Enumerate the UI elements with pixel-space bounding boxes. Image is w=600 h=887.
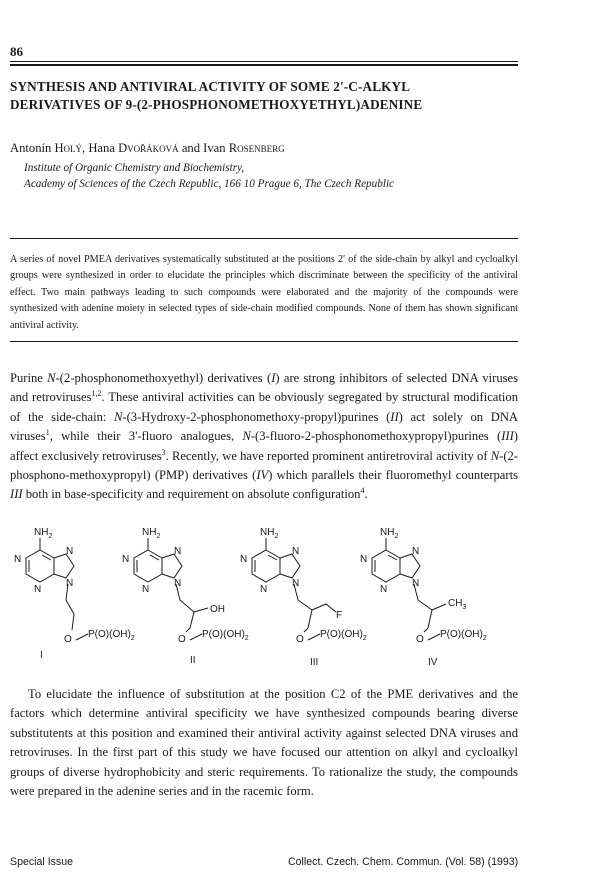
author-1-family: Holý <box>54 141 83 155</box>
title-line-2: DERIVATIVES OF 9-(2-PHOSPHONOMETHOXYETHYL)ADENINE <box>10 97 423 112</box>
ring-nitrogen-label: N <box>14 554 22 565</box>
author-1-given: Antonín <box>10 141 55 155</box>
amino-label: $NH_2$ <box>260 527 279 540</box>
footer-left: Special Issue <box>10 856 74 868</box>
phosphonate-label: $P(O)(OH)_2$ <box>88 629 135 642</box>
ring-nitrogen-label: N <box>360 554 368 565</box>
abstract <box>10 252 518 334</box>
paragraph-1 <box>10 369 518 505</box>
ring-nitrogen-label: N <box>380 584 388 595</box>
author-2-given: Hana <box>88 141 119 155</box>
ring-nitrogen-label: N <box>142 584 150 595</box>
chemical-structures-figure <box>0 520 600 680</box>
compound-label-IV: IV <box>428 657 438 668</box>
affiliation-line-1: Institute of Organic Chemistry and Biochemistry, <box>24 162 245 174</box>
amino-label: $NH_2$ <box>142 527 161 540</box>
ring-nitrogen-label: N <box>260 584 268 595</box>
hydroxyl-label: OH <box>210 604 225 615</box>
abstract-rule-bottom <box>10 341 518 342</box>
fluoro-label: F <box>336 610 343 621</box>
ring-nitrogen-label: N <box>66 546 74 557</box>
structure-IV <box>360 527 487 668</box>
compound-label-II: II <box>190 655 196 666</box>
structure-I <box>14 527 135 661</box>
header-rule <box>10 61 518 62</box>
phosphonate-label: $P(O)(OH)_2$ <box>202 629 249 642</box>
page-number: 86 <box>10 44 23 59</box>
paragraph-1-text: Purine N-(2-phosphonomethoxyethyl) derivatives (I) are strong inhibitors of selected DNA viruses and retroviruses$^{1,2}$. These antiviral activities can be obviously segregated by structural modification of the side-chain: N-(3-Hydroxy-2-phosphonomethoxy-propyl)purines (II) act solely on DNA viruses$^1$, while their 3'-fluoro analogues, N-(3-fluoro-2-phosphonomethoxypropyl)purines (III) affect exclusively retroviruses$^3$. Recently, we have reported prominent antiretroviral activity of N-(2-phosphono-methoxypropyl) (PMP) derivatives (IV) which parallels their fluoromethyl counterparts III both in base-specificity and requirement on absolute configuration$^4$. <box>10 371 519 502</box>
affiliation-line-2: Academy of Sciences of the Czech Republic, 166 10 Prague 6, The Czech Republic <box>24 178 395 190</box>
paragraph-2 <box>10 685 518 801</box>
author-2-family: Dvořáková <box>118 141 179 155</box>
compound-label-I: I <box>40 650 43 661</box>
phosphonate-label: $P(O)(OH)_2$ <box>320 629 367 642</box>
amino-label: $NH_2$ <box>34 527 53 540</box>
abstract-text: A series of novel PMEA derivatives systematically substituted at the positions 2' of the side-chain by alkyl and cycloalkyl groups were synthesized in order to elucidate the principles which discriminate between the specificity of the antiviral effect. Two main pathways leading to such compounds were elaborated and the majority of the compounds were synthesized with adenine moiety in selected types of side-chain modified compounds. None of them has shown significant antiviral activity. <box>10 254 518 331</box>
compound-label-III: III <box>310 657 319 668</box>
ring-nitrogen-label: N <box>34 584 42 595</box>
header-rule-thick <box>10 64 518 66</box>
ring-nitrogen-label: N <box>240 554 248 565</box>
ether-oxygen-label: O <box>296 634 304 645</box>
author-separator: and <box>178 141 204 155</box>
ether-oxygen-label: O <box>416 634 424 645</box>
ring-nitrogen-label: N <box>412 578 420 589</box>
ring-nitrogen-label: N <box>122 554 130 565</box>
paragraph-2-text: To elucidate the influence of substitution at the position C2 of the PME derivatives and the factors which determine antiviral specificity we have synthesized compounds bearing diverse substitutents at this position and examined their antiviral activity against selected DNA viruses and retroviruses. In the first part of this study we have focused our attention on alkyl and cycloalkyl groups of diverse hydrophobicity and steric requirements. To rationalize the study, the compounds were prepared in the adenine series and in the racemic form. <box>10 687 518 799</box>
ring-nitrogen-label: N <box>174 546 182 557</box>
paper-title <box>10 78 530 114</box>
ether-oxygen-label: O <box>64 634 72 645</box>
author-3-given: Ivan <box>203 141 229 155</box>
author-separator: , <box>82 141 89 155</box>
author-list <box>10 141 285 156</box>
methyl-label: $CH_3$ <box>448 598 467 611</box>
title-line-1: SYNTHESIS AND ANTIVIRAL ACTIVITY OF SOME 2'-C-ALKYL <box>10 79 411 94</box>
author-3-family: Rosenberg <box>228 141 285 155</box>
ring-nitrogen-label: N <box>66 578 74 589</box>
ring-nitrogen-label: N <box>292 546 300 557</box>
structure-III <box>240 527 367 668</box>
structure-II <box>122 527 249 666</box>
abstract-rule-top <box>10 238 518 239</box>
amino-label: $NH_2$ <box>380 527 399 540</box>
ring-nitrogen-label: N <box>292 578 300 589</box>
ring-nitrogen-label: N <box>174 578 182 589</box>
phosphonate-label: $P(O)(OH)_2$ <box>440 629 487 642</box>
footer-right: Collect. Czech. Chem. Commun. (Vol. 58) (1993) <box>288 856 519 868</box>
ring-nitrogen-label: N <box>412 546 420 557</box>
ether-oxygen-label: O <box>178 634 186 645</box>
